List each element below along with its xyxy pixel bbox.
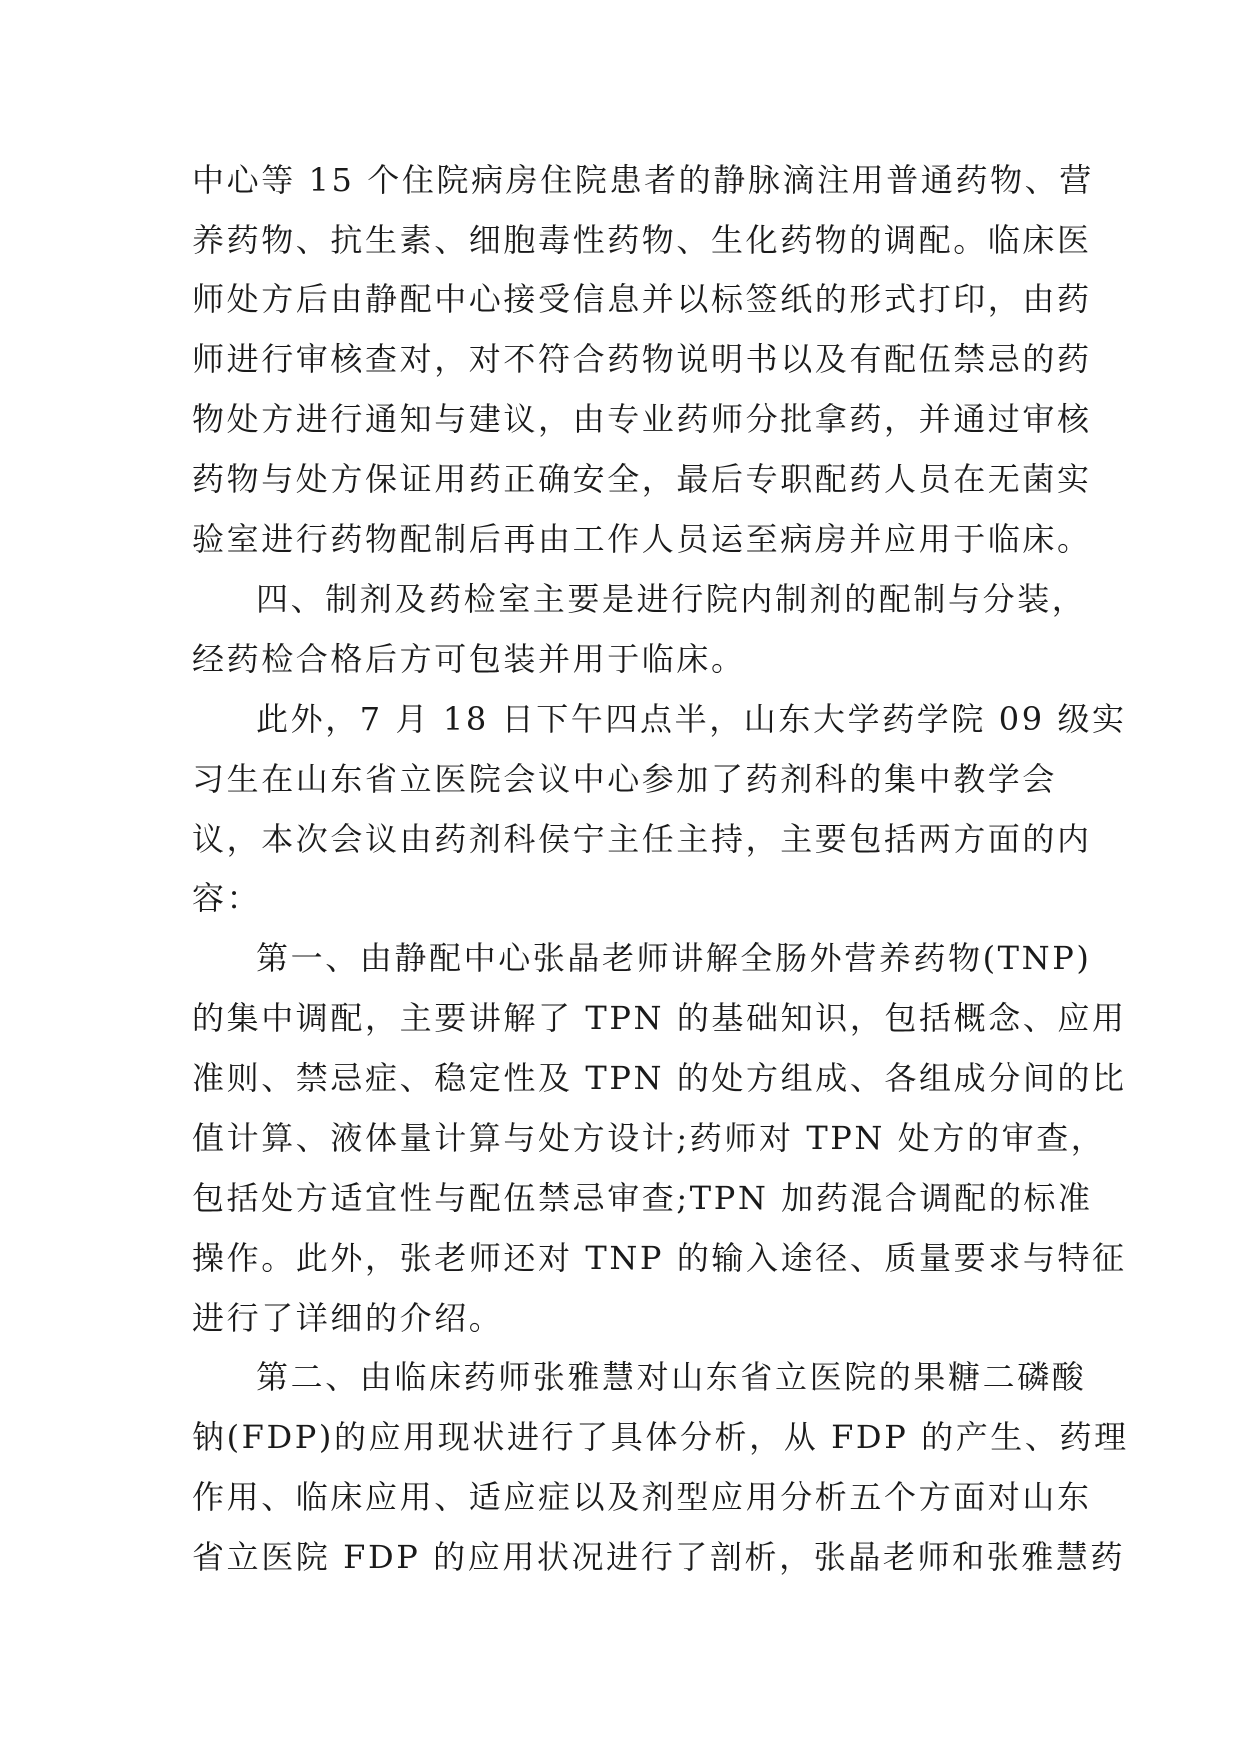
text-line: 的集中调配，主要讲解了 TPN 的基础知识，包括概念、应用: [192, 999, 1127, 1037]
text-line: 议，本次会议由药剂科侯宁主任主持，主要包括两方面的内: [192, 820, 1092, 858]
text-line: 习生在山东省立医院会议中心参加了药剂科的集中教学会: [192, 760, 1058, 798]
text-line: 值计算、液体量计算与处方设计;药师对 TPN 处方的审查，: [192, 1119, 1106, 1157]
text-line: 容：: [192, 879, 262, 917]
text-line: 操作。此外，张老师还对 TNP 的输入途径、质量要求与特征: [192, 1239, 1127, 1277]
text-line: 验室进行药物配制后再由工作人员运至病房并应用于临床。: [192, 520, 1092, 558]
text-line: 养药物、抗生素、细胞毒性药物、生化药物的调配。临床医: [192, 221, 1092, 259]
text-line: 师进行审核查对，对不符合药物说明书以及有配伍禁忌的药: [192, 340, 1092, 378]
paragraph-start-line: 此外，7 月 18 日下午四点半，山东大学药学院 09 级实: [256, 700, 1127, 738]
text-line: 药物与处方保证用药正确安全，最后专职配药人员在无菌实: [192, 460, 1092, 498]
text-line: 物处方进行通知与建议，由专业药师分批拿药，并通过审核: [192, 400, 1092, 438]
text-line: 中心等 15 个住院病房住院患者的静脉滴注用普通药物、营: [192, 161, 1094, 199]
text-line: 包括处方适宜性与配伍禁忌审查;TPN 加药混合调配的标准: [192, 1179, 1093, 1217]
text-line: 省立医院 FDP 的应用状况进行了剖析，张晶老师和张雅慧药: [192, 1538, 1126, 1576]
text-line: 经药检合格后方可包装并用于临床。: [192, 640, 746, 678]
text-line: 作用、临床应用、适应症以及剂型应用分析五个方面对山东: [192, 1478, 1092, 1516]
text-line: 钠(FDP)的应用现状进行了具体分析，从 FDP 的产生、药理: [192, 1418, 1129, 1456]
paragraph-start-line: 第二、由临床药师张雅慧对山东省立医院的果糖二磷酸: [256, 1358, 1087, 1396]
paragraph-start-line: 第一、由静配中心张晶老师讲解全肠外营养药物(TNP): [256, 939, 1092, 977]
text-line: 进行了详细的介绍。: [192, 1299, 504, 1337]
text-line: 准则、禁忌症、稳定性及 TPN 的处方组成、各组成分间的比: [192, 1059, 1127, 1097]
paragraph-start-line: 四、制剂及药检室主要是进行院内制剂的配制与分装，: [256, 580, 1087, 618]
text-line: 师处方后由静配中心接受信息并以标签纸的形式打印，由药: [192, 280, 1092, 318]
